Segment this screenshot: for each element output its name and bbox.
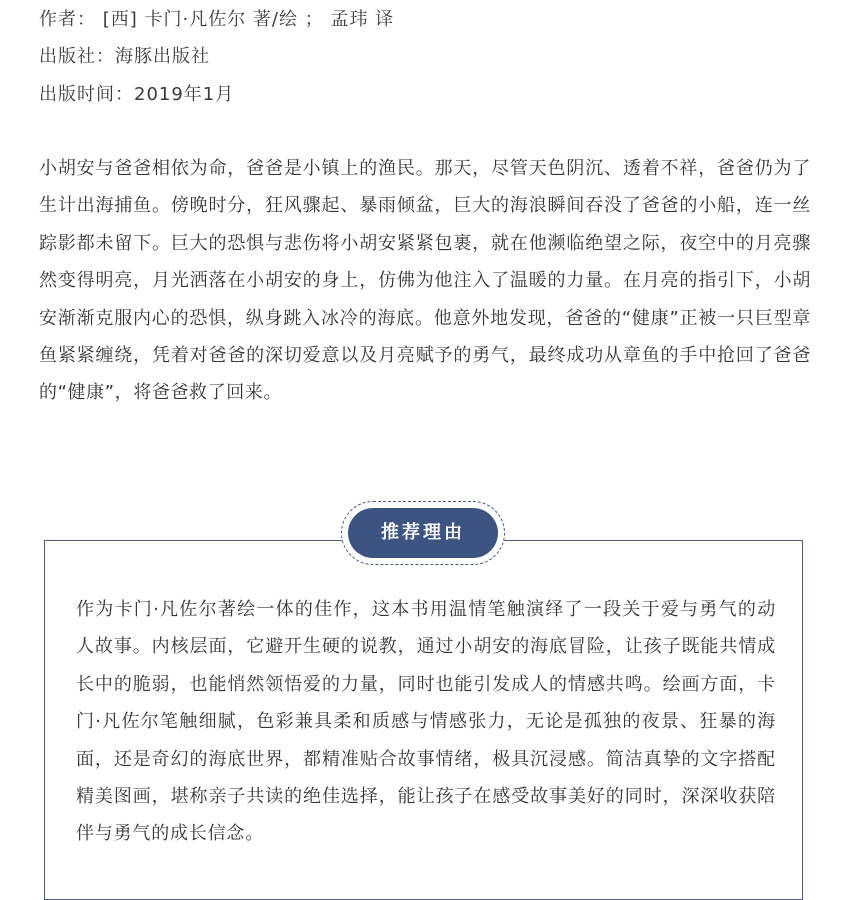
recommendation-text: 作为卡门·凡佐尔著绘一体的佳作，这本书用温情笔触演绎了一段关于爱与勇气的动人故事。内核层面，它避开生硬的说教，通过小胡安的海底冒险，让孩子既能共情成长中的脆弱，也能悄然领悟爱的力量，同时也能引发成人的情感共鸣。绘画方面，卡门·凡佐尔笔触细腻，色彩兼具柔和质感与情感张力，无论是孤独的夜景、狂暴的海面，还是奇幻的海底世界，都精准贴合故事情绪，极具沉浸感。简洁真挚的文字搭配精美图画，堪称亲子共读的绝佳选择，能让孩子在感受故事美好的同时，深深收获陪伴与勇气的成长信念。 — [76, 599, 776, 845]
publication-date-line: 出版时间：2019年1月 — [39, 84, 235, 105]
story-summary: 小胡安与爸爸相依为命，爸爸是小镇上的渔民。那天，尽管天色阴沉、透着不祥，爸爸仍为了生计出海捕鱼。傍晚时分，狂风骤起、暴雨倾盆，巨大的海浪瞬间吞没了爸爸的小船，连一丝踪影都未留下。巨大的恐惧与悲伤将小胡安紧紧包裹，就在他濒临绝望之际，夜空中的月亮骤然变得明亮，月光洒落在小胡安的身上，仿佛为他注入了温暖的力量。在月亮的指引下，小胡安渐渐克服内心的恐惧，纵身跳入冰冷的海底。他意外地发现，爸爸的“健康”正被一只巨型章鱼紧紧缠绕，凭着对爸爸的深切爱意以及月亮赋予的勇气，最终成功从章鱼的手中抢回了爸爸的“健康”，将爸爸救了回来。 — [39, 158, 811, 404]
publisher-line: 出版社：海豚出版社 — [39, 46, 210, 67]
recommendation-badge: 推荐理由 — [348, 508, 498, 558]
author-line: 作者： [西] 卡门·凡佐尔 著/绘 ； 孟玮 译 — [39, 9, 395, 30]
